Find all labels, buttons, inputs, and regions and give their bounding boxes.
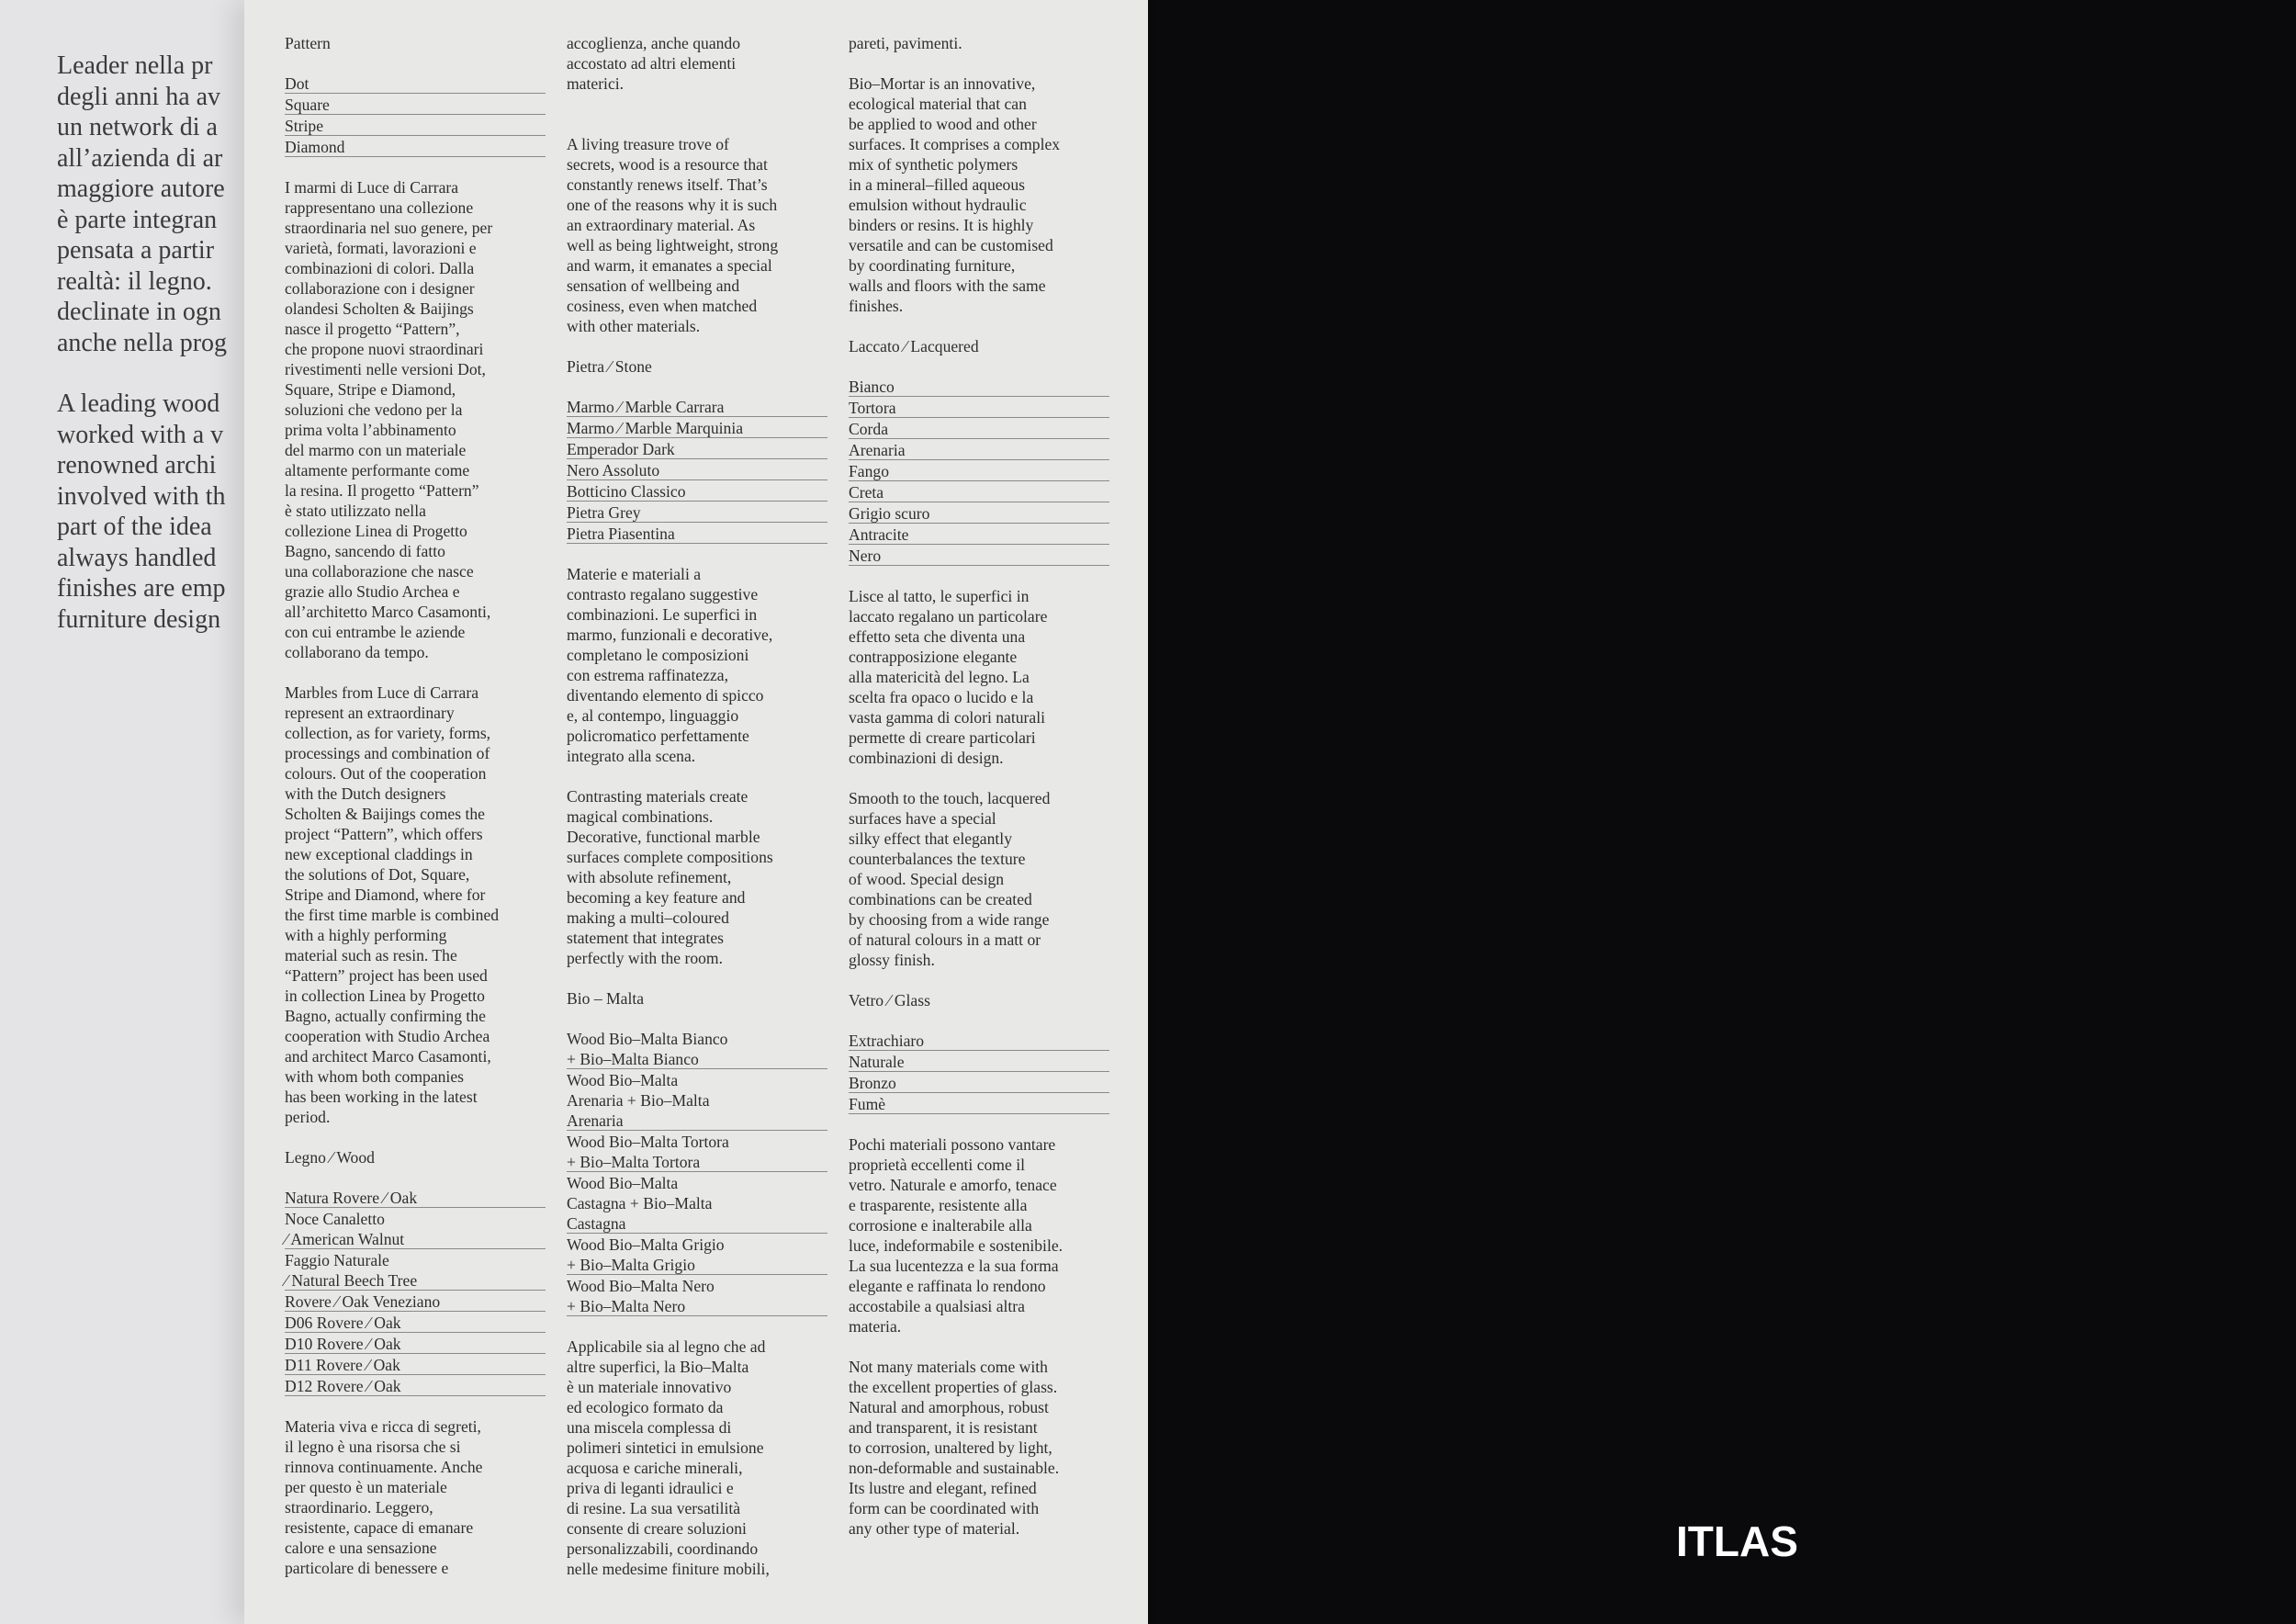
text-line: secrets, wood is a resource that — [567, 155, 768, 174]
text-line: luce, indeformabile e sostenibile. — [849, 1236, 1064, 1255]
finish-item — [567, 1173, 827, 1234]
finish-item — [849, 546, 1109, 566]
finish-item — [285, 1188, 546, 1208]
text-line: involved with th — [57, 481, 226, 511]
text-line: collection, as for variety, forms, — [285, 724, 491, 742]
text-line: alla matericità del legno. La — [849, 668, 1030, 686]
text-line: material such as resin. The — [285, 946, 457, 964]
column-1 — [285, 33, 546, 1598]
text-line: una collaborazione che nasce — [285, 562, 474, 581]
text-line: with other materials. — [567, 317, 701, 335]
finish-item-line: Arenaria — [849, 441, 906, 459]
finish-item — [567, 397, 827, 417]
finish-item — [285, 1250, 546, 1291]
finish-item-line: Wood Bio–Malta — [567, 1174, 679, 1192]
text-line: colours. Out of the cooperation — [285, 764, 487, 783]
finish-item — [567, 481, 827, 502]
text-line: collaborano da tempo. — [285, 643, 429, 661]
finish-item-line: Emperador Dark — [567, 440, 675, 458]
text-line: A living treasure trove of — [567, 135, 729, 153]
text-line: Natural and amorphous, robust — [849, 1398, 1049, 1416]
finish-item-line: Castagna — [567, 1214, 626, 1233]
finish-item-line: Faggio Naturale — [285, 1251, 389, 1269]
finish-item-line: Extrachiaro — [849, 1032, 925, 1050]
text-line: an extraordinary material. As — [567, 216, 756, 234]
text-line: è stato utilizzato nella — [285, 502, 426, 520]
text-line: versatile and can be customised — [849, 236, 1053, 254]
text-line: period. — [285, 1108, 331, 1126]
text-line: combinazioni di colori. Dalla — [285, 259, 475, 277]
finish-item — [567, 502, 827, 523]
text-line: particolare di benessere e — [285, 1559, 449, 1577]
finish-item — [849, 1052, 1109, 1072]
text-line: vetro. Naturale e amorfo, tenace — [849, 1176, 1057, 1194]
pattern-italian-text — [285, 177, 546, 662]
finish-item — [567, 1235, 827, 1275]
text-line: perfectly with the room. — [567, 949, 724, 967]
wood-italian-text — [285, 1416, 546, 1578]
text-line: straordinaria nel suo genere, per — [285, 219, 493, 237]
text-line: materia. — [849, 1317, 902, 1336]
finish-item: Diamond — [285, 137, 546, 157]
finish-item — [285, 1291, 546, 1312]
lacquered-italian-text — [849, 586, 1109, 768]
finish-item-line: + Bio–Malta Nero — [567, 1297, 686, 1315]
finish-item — [567, 418, 827, 438]
section-heading-glass: Vetro ⁄ Glass — [849, 991, 930, 1009]
text-line: finishes are emp — [57, 574, 226, 603]
text-line: con estrema raffinatezza, — [567, 666, 728, 684]
text-line: to corrosion, unaltered by light, — [849, 1438, 1052, 1457]
text-line: pensata a partir — [57, 236, 215, 265]
text-line: with the Dutch designers — [285, 784, 446, 803]
text-line: renowned archi — [57, 451, 217, 479]
text-line: Smooth to the touch, lacquered — [849, 789, 1051, 807]
finish-item-line: Creta — [849, 483, 884, 502]
under-page-italian-text — [57, 51, 276, 358]
finish-item — [849, 1031, 1109, 1051]
text-line: priva di leganti idraulici e — [567, 1479, 734, 1497]
text-line: becoming a key feature and — [567, 888, 746, 907]
text-line: Its lustre and elegant, refined — [849, 1479, 1037, 1497]
section-heading-bio-malta: Bio – Malta — [567, 989, 645, 1008]
section-heading-lacquered: Laccato ⁄ Lacquered — [849, 337, 979, 355]
bio-malta-italian-text — [567, 1336, 827, 1579]
finish-item-line: Fumè — [849, 1095, 886, 1113]
text-line: elegante e raffinata lo rendono — [849, 1277, 1046, 1295]
finish-item — [567, 439, 827, 459]
finish-item — [849, 503, 1109, 524]
text-line: acquosa e cariche minerali, — [567, 1459, 743, 1477]
text-line: per questo è un materiale — [285, 1478, 447, 1496]
finish-item-line: ⁄ Natural Beech Tree — [285, 1271, 418, 1290]
text-line: the excellent properties of glass. — [849, 1378, 1058, 1396]
pattern-english-text — [285, 682, 546, 1127]
text-line: with a highly performing — [285, 926, 447, 944]
finish-item-line: Castagna + Bio–Malta — [567, 1194, 713, 1212]
finish-item-line: Corda — [849, 420, 888, 438]
text-line: realtà: il legno. — [57, 266, 212, 296]
finish-item — [567, 1029, 827, 1069]
text-line: of natural colours in a matt or — [849, 930, 1041, 949]
finish-item: Square — [285, 95, 546, 115]
text-line: counterbalances the texture — [849, 850, 1026, 868]
text-line: con cui entrambe le aziende — [285, 623, 466, 641]
text-line: accostabile a qualsiasi altra — [849, 1297, 1025, 1315]
finish-item-line: + Bio–Malta Grigio — [567, 1256, 695, 1274]
finish-item-line: Antracite — [849, 525, 909, 544]
text-line: diventando elemento di spicco — [567, 686, 764, 705]
text-line: grazie allo Studio Archea e — [285, 582, 460, 601]
text-line: personalizzabili, coordinando — [567, 1539, 759, 1558]
text-line: e, al contempo, linguaggio — [567, 706, 739, 725]
text-line: ed ecologico formato da — [567, 1398, 724, 1416]
finish-item-line: D11 Rovere ⁄ Oak — [285, 1356, 400, 1374]
text-line: permette di creare particolari — [849, 728, 1036, 747]
text-line: anche nella prog — [57, 328, 228, 357]
text-line: degli anni ha av — [57, 82, 221, 111]
text-line: collezione Linea di Progetto — [285, 522, 467, 540]
text-line: e trasparente, resistente alla — [849, 1196, 1028, 1214]
finish-item-line: Bronzo — [849, 1074, 896, 1092]
text-line: il legno è una risorsa che si — [285, 1438, 461, 1456]
text-line: Materie e materiali a — [567, 565, 702, 583]
text-line: maggiore autore — [57, 175, 225, 203]
text-line: and warm, it emanates a special — [567, 256, 772, 275]
text-line: calore e una sensazione — [285, 1539, 437, 1557]
finish-item-line: Noce Canaletto — [285, 1210, 385, 1228]
text-line: represent an extraordinary — [285, 704, 455, 722]
text-line: combinations can be created — [849, 890, 1032, 908]
finish-item-line: Rovere ⁄ Oak Veneziano — [285, 1292, 441, 1311]
finish-item — [567, 1070, 827, 1131]
text-line: with absolute refinement, — [567, 868, 732, 886]
text-line: Leader nella pr — [57, 51, 213, 80]
bio-malta-english-text — [849, 73, 1109, 316]
bio-malta-italian-text-continued — [849, 33, 1109, 53]
text-line: un network di a — [57, 113, 218, 141]
text-line: policromatico perfettamente — [567, 727, 749, 745]
text-line: scelta fra opaco o lucido e la — [849, 688, 1034, 706]
text-line: mix of synthetic polymers — [849, 155, 1019, 174]
finish-item-line: ⁄ American Walnut — [285, 1230, 405, 1248]
text-line: di resine. La sua versatilità — [567, 1499, 741, 1517]
finish-item-line: Nero Assoluto — [567, 461, 660, 479]
text-line: consente di creare soluzioni — [567, 1519, 747, 1538]
finish-item — [849, 377, 1109, 397]
text-line: surfaces have a special — [849, 809, 996, 828]
text-line: collaborazione con i designer — [285, 279, 475, 298]
finish-item-line: Wood Bio–Malta — [567, 1071, 679, 1089]
text-line: I marmi di Luce di Carrara — [285, 178, 459, 197]
glass-italian-text — [849, 1134, 1109, 1336]
text-line: Bagno, actually confirming the — [285, 1007, 486, 1025]
text-line: with whom both companies — [285, 1067, 464, 1086]
text-line: straordinario. Leggero, — [285, 1498, 433, 1517]
stone-english-text — [567, 786, 827, 968]
column-3 — [849, 33, 1109, 1559]
lacquered-finish-list — [849, 377, 1109, 566]
text-line: marmo, funzionali e decorative, — [567, 626, 773, 644]
text-line: Marbles from Luce di Carrara — [285, 683, 479, 702]
stone-italian-text — [567, 564, 827, 766]
text-line: vasta gamma di colori naturali — [849, 708, 1045, 727]
text-line: furniture design — [57, 604, 221, 634]
text-line: è parte integran — [57, 205, 218, 234]
finish-item — [849, 1094, 1109, 1114]
text-line: processings and combination of — [285, 744, 490, 762]
text-line: making a multi–coloured — [567, 908, 729, 927]
finish-item — [849, 461, 1109, 481]
text-line: Bio–Mortar is an innovative, — [849, 74, 1036, 93]
finish-item — [567, 460, 827, 480]
text-line: “Pattern” project has been used — [285, 966, 488, 985]
text-line: resistente, capace di emanare — [285, 1518, 474, 1537]
text-line: rivestimenti nelle versioni Dot, — [285, 360, 486, 378]
finish-item — [849, 398, 1109, 418]
text-line: Bagno, sancendo di fatto — [285, 542, 445, 560]
finish-item-line: Fango — [849, 462, 889, 480]
text-line: La sua lucentezza e la sua forma — [849, 1257, 1059, 1275]
text-line: by coordinating furniture, — [849, 256, 1016, 275]
text-line: in collection Linea by Progetto — [285, 987, 485, 1005]
text-line: Decorative, functional marble — [567, 828, 760, 846]
text-line: proprietà eccellenti come il — [849, 1156, 1025, 1174]
finish-item-line: Marmo ⁄ Marble Carrara — [567, 398, 725, 416]
text-line: glossy finish. — [849, 951, 935, 969]
finish-item — [285, 1209, 546, 1249]
text-line: project “Pattern”, which offers — [285, 825, 483, 843]
wood-italian-text-continued — [567, 33, 827, 94]
text-line: all’azienda di ar — [57, 143, 223, 173]
text-line: Scholten & Baijings comes the — [285, 805, 485, 823]
itlas-logo: ITLAS — [1676, 1517, 1798, 1565]
text-line: binders or resins. It is highly — [849, 216, 1034, 234]
finish-item-line: Wood Bio–Malta Nero — [567, 1277, 715, 1295]
text-line: finishes. — [849, 297, 904, 315]
text-line: the first time marble is combined — [285, 906, 500, 924]
text-line: completano le composizioni — [567, 646, 749, 664]
wood-english-text — [567, 134, 827, 336]
text-line: combinazioni di design. — [849, 749, 1004, 767]
text-line: of wood. Special design — [849, 870, 1005, 888]
text-line: new exceptional claddings in — [285, 845, 473, 863]
lacquered-english-text — [849, 788, 1109, 970]
finish-item-line: Marmo ⁄ Marble Marquinia — [567, 419, 744, 437]
text-line: altamente performante come — [285, 461, 470, 479]
text-line: has been working in the latest — [285, 1088, 478, 1106]
finish-item-line: + Bio–Malta Bianco — [567, 1050, 699, 1068]
text-line: constantly renews itself. That’s — [567, 175, 768, 194]
finish-item-line: Wood Bio–Malta Tortora — [567, 1133, 729, 1151]
finish-item-line: D10 Rovere ⁄ Oak — [285, 1335, 401, 1353]
text-line: declinate in ogn — [57, 298, 221, 326]
text-line: pareti, pavimenti. — [849, 34, 962, 52]
finish-item — [849, 440, 1109, 460]
text-line: non-deformable and sustainable. — [849, 1459, 1060, 1477]
finish-item — [567, 1276, 827, 1316]
text-line: contrasto regalano suggestive — [567, 585, 759, 603]
text-line: the solutions of Dot, Square, — [285, 865, 470, 884]
text-line: cosiness, even when matched — [567, 297, 758, 315]
text-line: in a mineral–filled aqueous — [849, 175, 1026, 194]
text-line: nasce il progetto “Pattern”, — [285, 320, 460, 338]
text-line: walls and floors with the same — [849, 276, 1046, 295]
finish-item — [285, 1334, 546, 1354]
text-line: Pochi materiali possono vantare — [849, 1135, 1056, 1154]
text-line: rappresentano una collezione — [285, 198, 474, 217]
finish-item — [849, 524, 1109, 545]
section-heading-pattern: Pattern — [285, 34, 331, 52]
text-line: any other type of material. — [849, 1519, 1020, 1538]
text-line: del marmo con un materiale — [285, 441, 467, 459]
finish-item-line: Bianco — [849, 378, 895, 396]
finish-item-line: Arenaria + Bio–Malta — [567, 1091, 710, 1110]
text-line: accostato ad altri elementi — [567, 54, 737, 73]
text-line: olandesi Scholten & Baijings — [285, 299, 474, 318]
finish-item: Stripe — [285, 116, 546, 136]
finish-item-line: Arenaria — [567, 1111, 624, 1130]
text-line: nelle medesime finiture mobili, — [567, 1560, 770, 1578]
text-line: contrapposizione elegante — [849, 648, 1018, 666]
finish-item-line: Tortora — [849, 399, 896, 417]
finish-item — [567, 1132, 827, 1172]
text-line: che propone nuovi straordinari — [285, 340, 484, 358]
finish-item — [849, 482, 1109, 502]
text-line: by choosing from a wide range — [849, 910, 1050, 929]
text-line: part of the idea — [57, 513, 212, 541]
pattern-finish-list — [285, 73, 546, 157]
text-line: all’architetto Marco Casamonti, — [285, 603, 491, 621]
text-line: rinnova continuamente. Anche — [285, 1458, 483, 1476]
finish-item — [285, 1376, 546, 1396]
finish-item-line: D06 Rovere ⁄ Oak — [285, 1314, 401, 1332]
underlying-page — [0, 0, 276, 1624]
text-line: one of the reasons why it is such — [567, 196, 778, 214]
text-line: and architect Marco Casamonti, — [285, 1047, 491, 1066]
text-line: surfaces complete compositions — [567, 848, 773, 866]
text-line: surfaces. It comprises a complex — [849, 135, 1061, 153]
text-line: be applied to wood and other — [849, 115, 1037, 133]
bio-malta-finish-list — [567, 1029, 827, 1316]
text-line: and transparent, it is resistant — [849, 1418, 1038, 1437]
finish-item-line: Nero — [849, 547, 882, 565]
text-line: always handled — [57, 543, 217, 572]
glass-english-text — [849, 1357, 1109, 1539]
finish-item-line: Pietra Piasentina — [567, 524, 675, 543]
text-line: una miscela complessa di — [567, 1418, 732, 1437]
finish-item-line: Naturale — [849, 1053, 905, 1071]
text-line: silky effect that elegantly — [849, 829, 1012, 848]
text-line: Contrasting materials create — [567, 787, 748, 806]
text-line: la resina. Il progetto “Pattern” — [285, 481, 479, 500]
finish-item — [849, 1073, 1109, 1093]
column-2 — [567, 33, 827, 1599]
finish-item-line: Natura Rovere ⁄ Oak — [285, 1189, 418, 1207]
section-heading-wood: Legno ⁄ Wood — [285, 1148, 375, 1167]
finish-item — [567, 524, 827, 544]
text-line: è un materiale innovativo — [567, 1378, 732, 1396]
finish-item — [849, 419, 1109, 439]
under-page-english-text — [57, 389, 276, 635]
text-line: well as being lightweight, strong — [567, 236, 779, 254]
text-line: Lisce al tatto, le superfici in — [849, 587, 1030, 605]
text-line: combinazioni. Le superfici in — [567, 605, 758, 624]
finish-item: Dot — [285, 73, 546, 94]
text-line: magical combinations. — [567, 807, 714, 826]
text-line: worked with a v — [57, 420, 224, 449]
glass-finish-list — [849, 1031, 1109, 1114]
text-line: laccato regalano un particolare — [849, 607, 1048, 626]
stone-finish-list — [567, 397, 827, 544]
finish-item-line: D12 Rovere ⁄ Oak — [285, 1377, 401, 1395]
text-line: integrato alla scena. — [567, 747, 696, 765]
text-line: sensation of wellbeing and — [567, 276, 740, 295]
section-heading-stone: Pietra ⁄ Stone — [567, 357, 652, 376]
text-line: form can be coordinated with — [849, 1499, 1040, 1517]
finish-item-line: Wood Bio–Malta Grigio — [567, 1235, 725, 1254]
finish-item — [285, 1355, 546, 1375]
text-line: ecological material that can — [849, 95, 1027, 113]
text-line: materici. — [567, 74, 625, 93]
text-line: Materia viva e ricca di segreti, — [285, 1417, 481, 1436]
text-line: altre superfici, la Bio–Malta — [567, 1358, 749, 1376]
finish-item-line: Wood Bio–Malta Bianco — [567, 1030, 728, 1048]
text-line: statement that integrates — [567, 929, 724, 947]
finish-item-line: Grigio scuro — [849, 504, 930, 523]
text-line: cooperation with Studio Archea — [285, 1027, 490, 1045]
finish-item-line: Pietra Grey — [567, 503, 641, 522]
wood-finish-list — [285, 1188, 546, 1396]
finish-item-line: + Bio–Malta Tortora — [567, 1153, 701, 1171]
text-line: prima volta l’abbinamento — [285, 421, 456, 439]
text-line: soluzioni che vedono per la — [285, 400, 463, 419]
finish-item-line: Botticino Classico — [567, 482, 686, 501]
text-line: Stripe and Diamond, where for — [285, 885, 486, 904]
text-line: varietà, formati, lavorazioni e — [285, 239, 477, 257]
text-line: polimeri sintetici in emulsione — [567, 1438, 764, 1457]
text-line: corrosione e inalterabile alla — [849, 1216, 1032, 1235]
text-line: emulsion without hydraulic — [849, 196, 1027, 214]
text-line: A leading wood — [57, 389, 220, 418]
text-line: effetto seta che diventa una — [849, 627, 1026, 646]
text-line: accoglienza, anche quando — [567, 34, 741, 52]
text-line: Square, Stripe e Diamond, — [285, 380, 456, 399]
finish-item — [285, 1313, 546, 1333]
text-line: Not many materials come with — [849, 1358, 1048, 1376]
material-spec-page — [244, 0, 1148, 1624]
text-line: Applicabile sia al legno che ad — [567, 1337, 766, 1356]
